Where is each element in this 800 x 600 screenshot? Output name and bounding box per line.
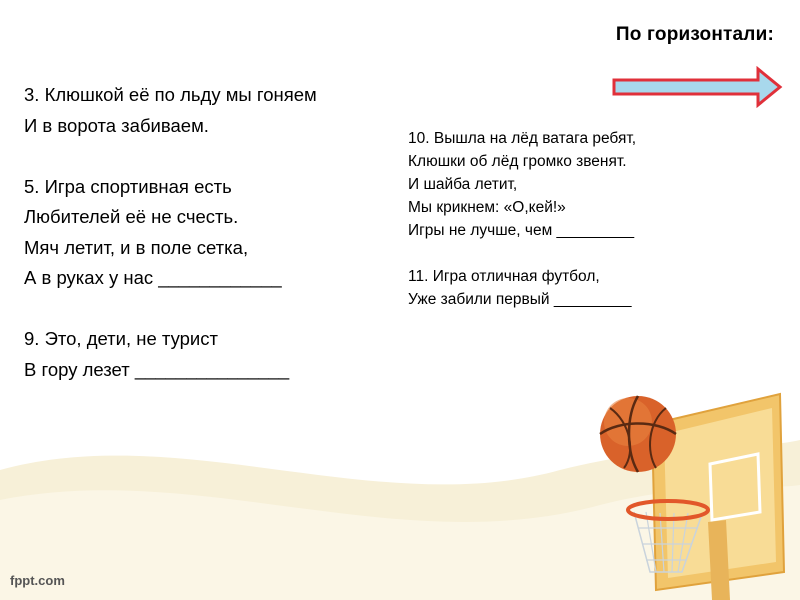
arrow-right-icon xyxy=(612,66,784,108)
right-column-riddles xyxy=(408,127,768,311)
riddle-5-line-3: Мяч летит, и в поле сетка, xyxy=(24,236,249,258)
riddle-3-line-1: 3. Клюшкой её по льду мы гоняем xyxy=(24,84,317,105)
riddle-10-line-5: Игры не лучше, чем _________ xyxy=(408,222,635,239)
riddle-3-line-2: И в ворота забиваем. xyxy=(24,114,209,136)
riddle-9-line-1: 9. Это, дети, не турист xyxy=(24,328,218,349)
riddle-5-line-2: Любителей её не счесть. xyxy=(24,206,239,227)
riddle-11-line-2: Уже забили первый _________ xyxy=(408,291,632,308)
riddle-5-line-4: А в руках у нас ____________ xyxy=(24,267,282,288)
riddle-9-line-2: В гору лезет _______________ xyxy=(24,358,290,380)
section-heading: По горизонтали: xyxy=(615,24,774,45)
riddle-11-line-1: 11. Игра отличная футбол, xyxy=(408,268,600,285)
riddle-10-line-3: И шайба летит, xyxy=(408,176,518,193)
footer-site-label: fppt.com xyxy=(10,573,65,588)
riddle-10-line-1: 10. Вышла на лёд ватага ребят, xyxy=(408,130,637,147)
riddle-10-line-4: Мы крикнем: «О,кей!» xyxy=(408,199,566,216)
riddle-5-line-1: 5. Игра спортивная есть xyxy=(24,175,232,197)
basketball-hoop-icon xyxy=(590,372,790,600)
left-column-riddles xyxy=(24,80,394,385)
riddle-10-line-2: Клюшки об лёд громко звенят. xyxy=(408,153,627,170)
